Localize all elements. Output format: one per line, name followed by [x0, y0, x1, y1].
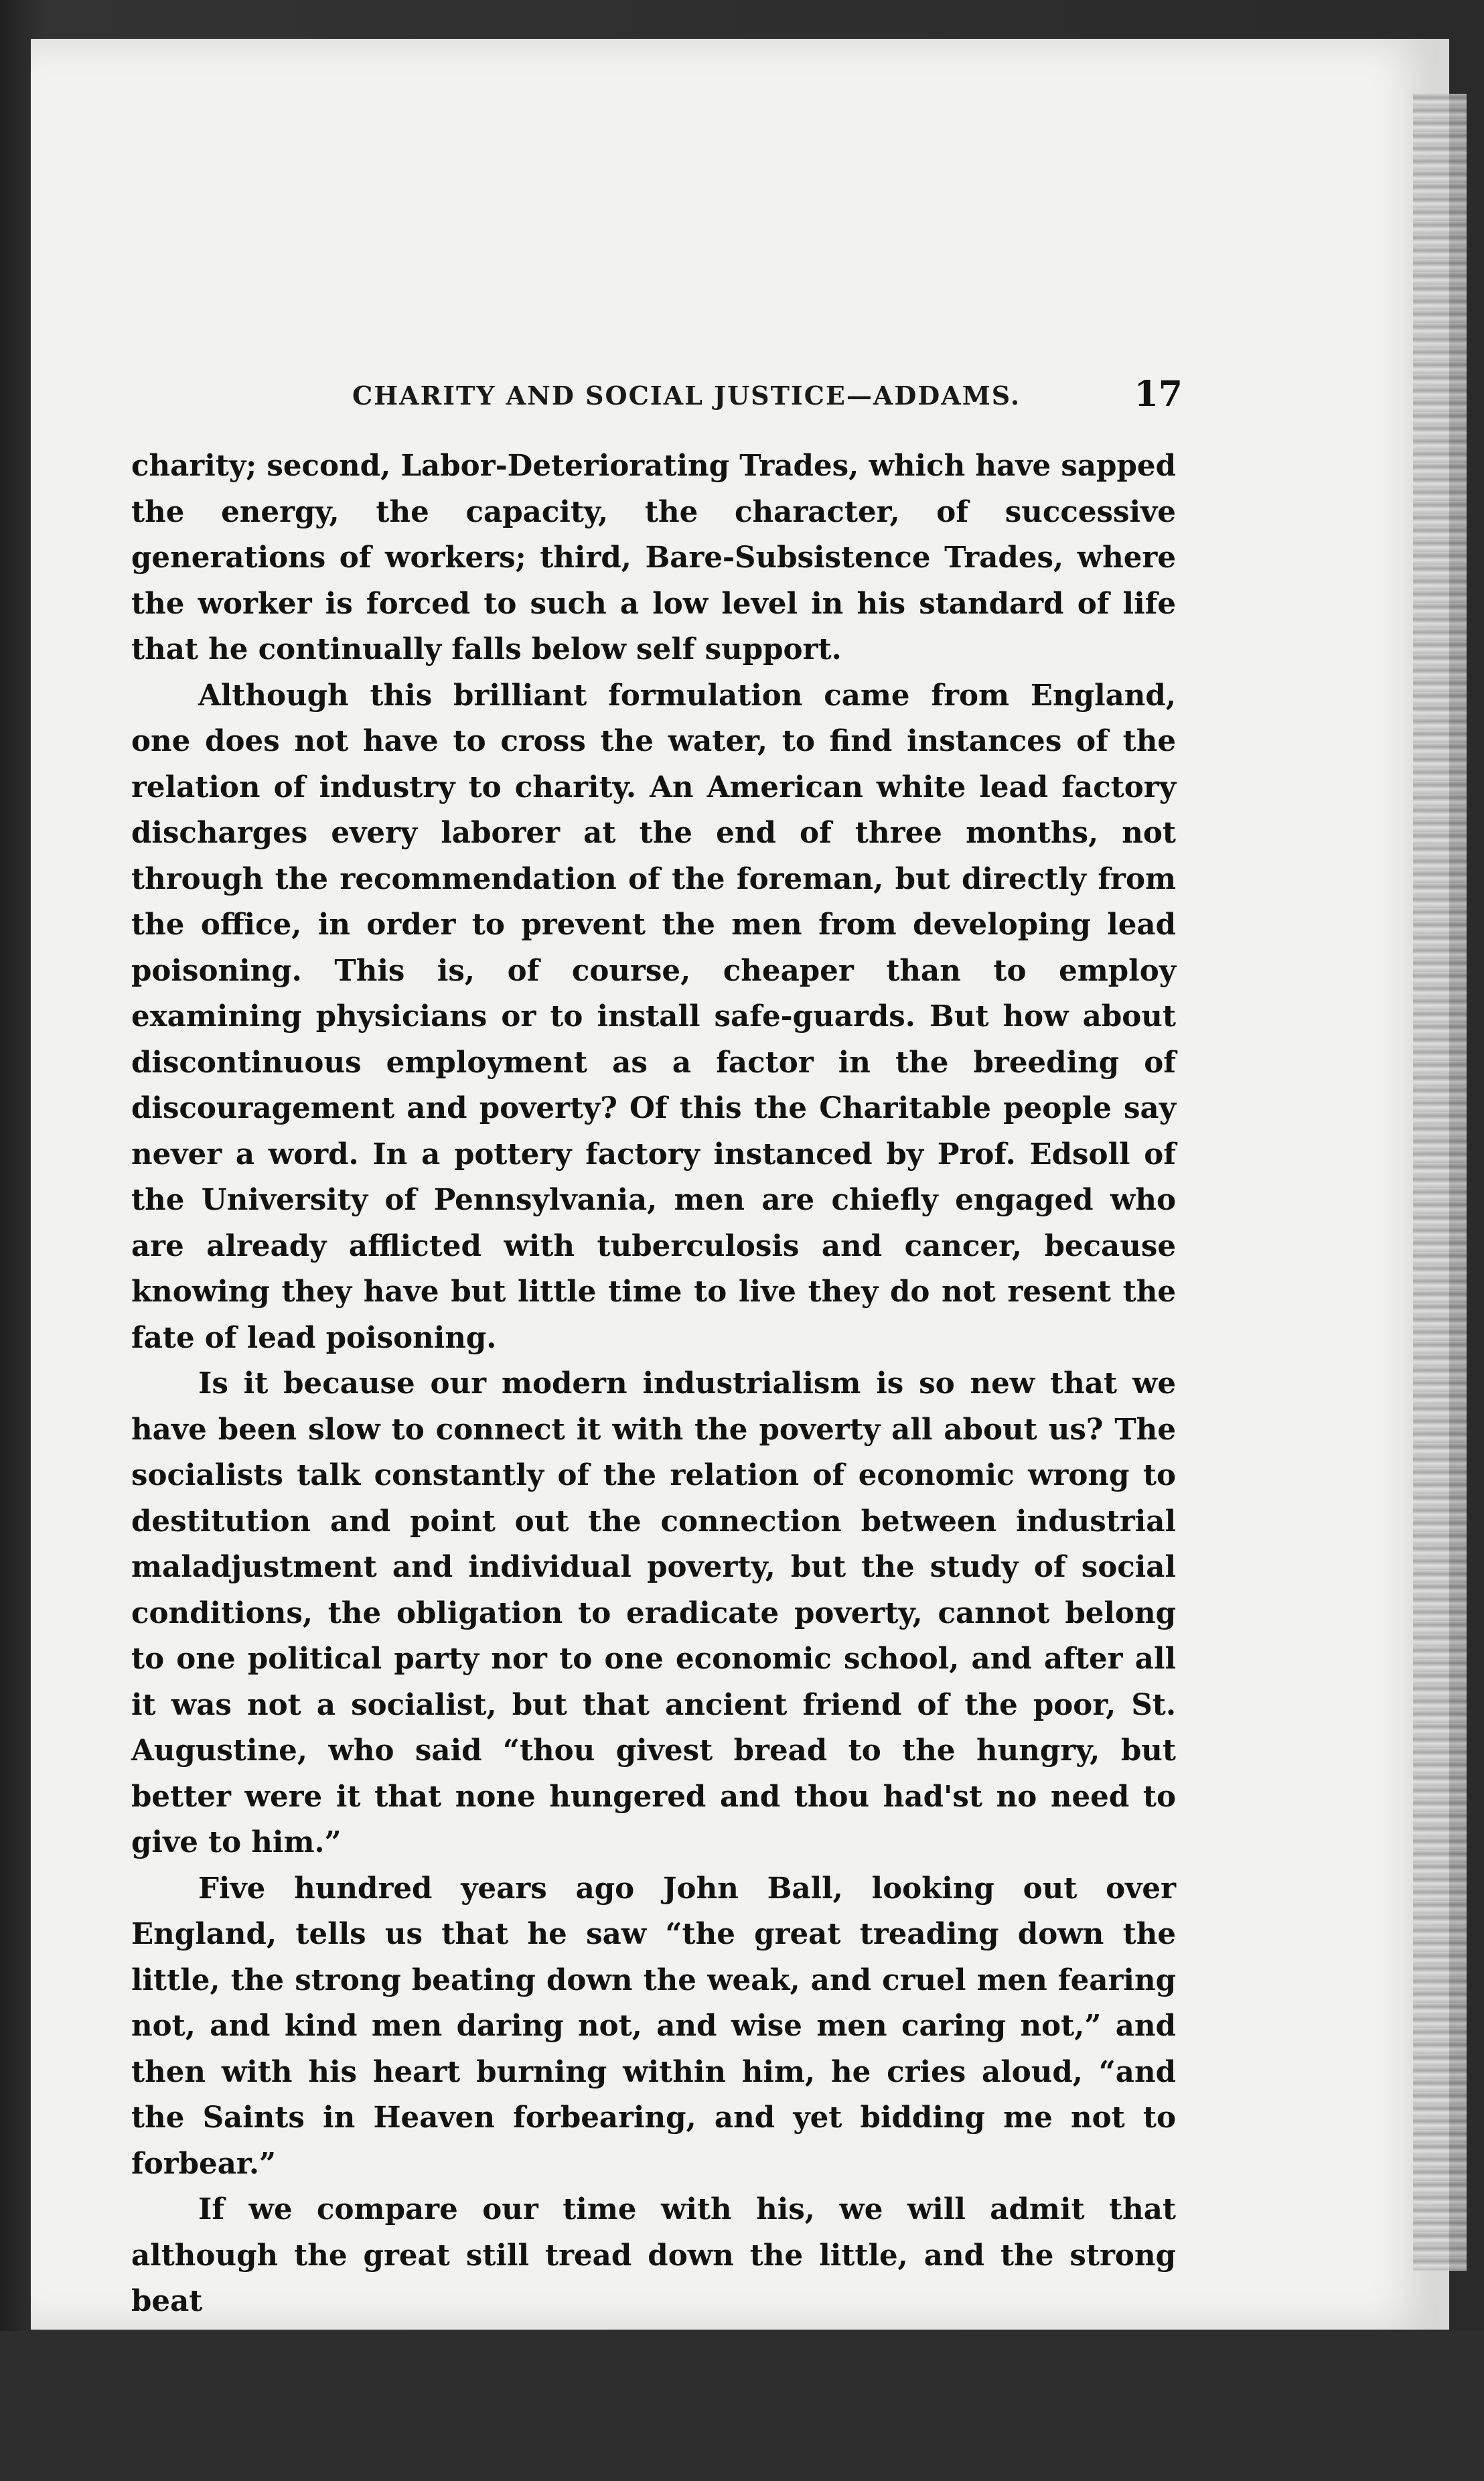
book-page — [31, 39, 1449, 2330]
page-number: 17 — [1134, 374, 1183, 415]
paragraph-4: Five hundred years ago John Ball, looking out over England, tells us that he saw “the great treading down the little, the strong beating down the weak, and cruel men fearing not, and kind men daring not, and wise men caring not,” and then with his heart burning within him, he cries aloud, “and the Saints in Heaven forbearing, and yet bidding me not to forbear.” — [131, 1871, 1176, 2181]
paragraph-2: Although this brilliant formulation came from England, one does not have to cross the water, to find instances of the relation of industry to charity. An American white lead factory discharges every laborer at the end of three months, not through the recommendation of the foreman, but directly from the office, in order to prevent the men from developing lead poisoning. This is, of course, cheaper than to employ examining physicians or to install safe-guards. But how about discontinuous employment as a factor in the breeding of discouragement and poverty? Of this the Charitable people say never a word. In a pottery factory instanced by Prof. Edsoll of the University of Pennsylvania, men are chiefly engaged who are already afflicted with tuberculosis and cancer, because knowing they have but little time to live they do not resent the fate of lead poisoning. — [131, 678, 1176, 1355]
paragraph-3: Is it because our modern industrialism is so new that we have been slow to connect it with the poverty all about us? The socialists talk constantly of the relation of economic wrong to destitution and point out the connection between industrial maladjustment and individual poverty, but the study of social conditions, the obligation to eradicate poverty, cannot belong to one political party nor to one economic school, and after all it was not a socialist, but that ancient friend of the poor, St. Augustine, who said “thou givest bread to the hungry, but better were it that none hungered and thou had'st no need to give to him.” — [131, 1366, 1176, 1859]
running-head — [131, 374, 1183, 427]
running-title: CHARITY AND SOCIAL JUSTICE—ADDAMS. — [352, 380, 1021, 411]
torn-page-edge — [1413, 94, 1467, 2271]
paragraph-5: If we compare our time with his, we will admit that although the great still tread down the little, and the strong beat — [131, 2192, 1176, 2318]
paragraph-1: charity; second, Labor-Deteriorating Trades, which have sapped the energy, the capacity, the character, of successive generations of workers; third, Bare-Subsistence Trades, where the worker is forced to such a low level in his standard of life that he continually falls below self support. — [131, 449, 1176, 666]
page-content — [131, 374, 1183, 2325]
scan-bottom-border — [0, 2331, 1484, 2481]
